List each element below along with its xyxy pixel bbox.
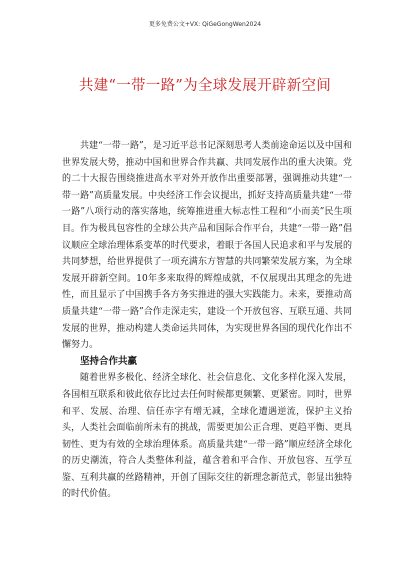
- section-heading: 坚持合作共赢: [80, 355, 138, 367]
- intro-paragraph: 共建“一带一路”，是习近平总书记深刻思考人类前途命运以及中国和世界发展大势，推动中国和世界合作共赢、共同发展作出的重大决策。党的二十大报告围绕推进高水平对外开放作出重要部署，强调推动共建“一带一路”高质量发展。中央经济工作会议提出，抓好支持高质量共建“一带一路”八项行动的落实落地，统筹推进重大标志性工程和“小而美”民生项目。作为极具包容性的全球公共产品和国际合作平台，共建“一带一路”倡议顺应全球治理体系变革的时代要求，着眼于各国人民追求和平与发展的共同梦想，给世界提供了一项充满东方智慧的共同繁荣发展方案，为全球发展开辟新空间。10年多来取得的辉煌成就，不仅展现出其理念的先进性，而且显示了中国携手各方务实推进的强大实践能力。未来，要推动高质量共建“一带一路”合作走深走实，建设一个开放包容、互联互通、共同发展的世界，推动构建人类命运共同体，为实现世界各国的现代化作出不懈努力。: [62, 141, 352, 351]
- document-body: [62, 138, 352, 503]
- page-header: 更多免费公文+VX: QiGeGongWen2024: [148, 21, 262, 28]
- document-title: 共建“一带一路”为全球发展开辟新空间: [78, 78, 332, 94]
- section-paragraph: 随着世界多极化、经济全球化、社会信息化、文化多样化深入发展，各国相互联系和彼此依存比过去任何时候都更频繁、更紧密。同时，世界和平、发展、治理、信任赤字有增无减，全球化遭遇逆流，保护主义抬头，人类社会面临前所未有的挑战，需要更加公正合理、更趋平衡、更具韧性、更为有效的全球治理体系。高质量共建“一带一路”顺应经济全球化的历史潮流，符合人类整体利益，蕴含着和平合作、开放包容、互学互鉴、互利共赢的丝路精神，开创了国际交往的新理念新范式，彰显出独特的时代价值。: [62, 373, 352, 500]
